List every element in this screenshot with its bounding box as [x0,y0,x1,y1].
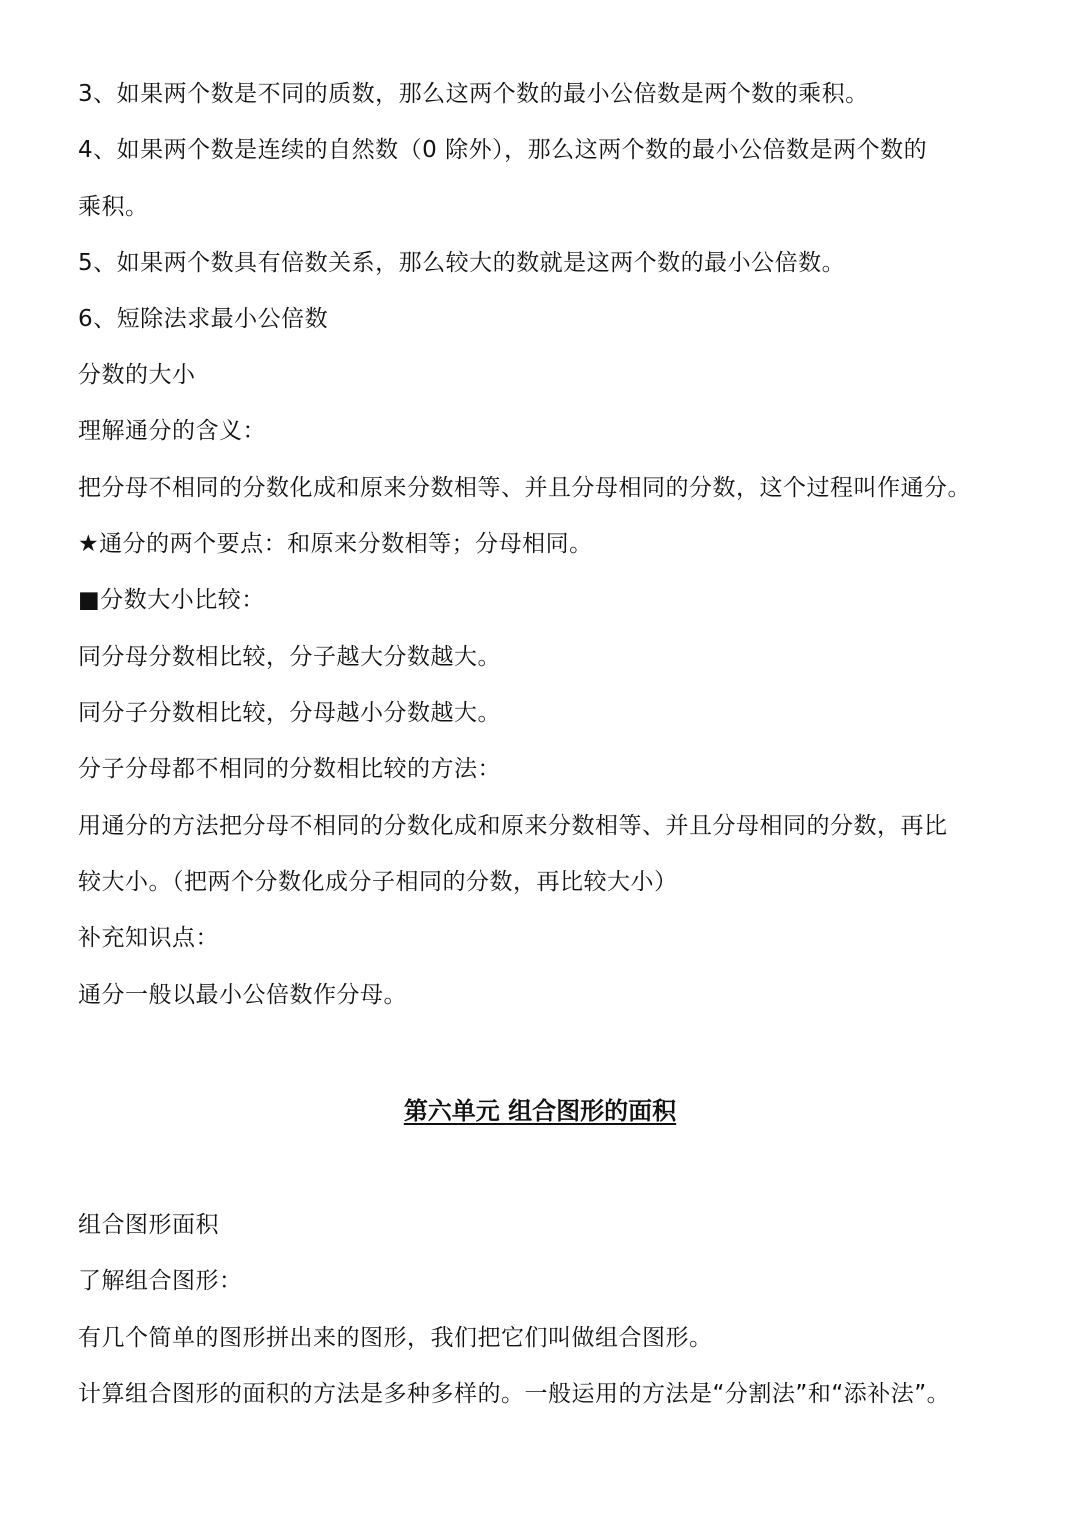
subsection-title-supplement: 补充知识点： [78,925,219,951]
text-line-composite-methods: 计算组合图形的面积的方法是多种多样的。一般运用的方法是“分割法”和“添补法”。 [78,1381,951,1407]
text-line-key-points: ★通分的两个要点：和原来分数相等；分母相同。 [78,531,593,557]
text-line-same-denominator: 同分母分数相比较，分子越大分数越大。 [78,644,501,670]
subsection-title-common-denominator: 理解通分的含义： [78,418,266,444]
unit-heading: 第六单元 组合图形的面积 [403,1097,677,1125]
subsection-title-composite-shapes: 了解组合图形： [78,1268,243,1294]
text-line-rule-4-cont: 乘积。 [78,194,149,220]
text-line-rule-4: 4、如果两个数是连续的自然数（0 除外），那么这两个数的最小公倍数是两个数的 [78,137,928,163]
text-line-rule-6: 6、短除法求最小公倍数 [78,306,329,332]
section-title-composite-area: 组合图形面积 [78,1212,219,1238]
subsection-title-compare: ■分数大小比较： [78,587,265,613]
text-line-different-method: 分子分母都不相同的分数相比较的方法： [78,756,501,782]
text-line-rule-3: 3、如果两个数是不同的质数，那么这两个数的最小公倍数是两个数的乘积。 [78,81,869,107]
text-line-composite-definition: 有几个简单的图形拼出来的图形，我们把它们叫做组合图形。 [78,1325,713,1351]
text-line-definition: 把分母不相同的分数化成和原来分数相等、并且分母相同的分数，这个过程叫作通分。 [78,475,971,501]
text-line-supplement: 通分一般以最小公倍数作分母。 [78,982,407,1008]
text-line-method-detail: 用通分的方法把分母不相同的分数化成和原来分数相等、并且分母相同的分数，再比 [78,813,948,839]
section-title-fraction-size: 分数的大小 [78,362,196,388]
text-line-rule-5: 5、如果两个数具有倍数关系，那么较大的数就是这两个数的最小公倍数。 [78,250,846,276]
text-line-same-numerator: 同分子分数相比较，分母越小分数越大。 [78,700,501,726]
text-line-method-detail-cont: 较大小。（把两个分数化成分子相同的分数，再比较大小） [78,869,678,895]
